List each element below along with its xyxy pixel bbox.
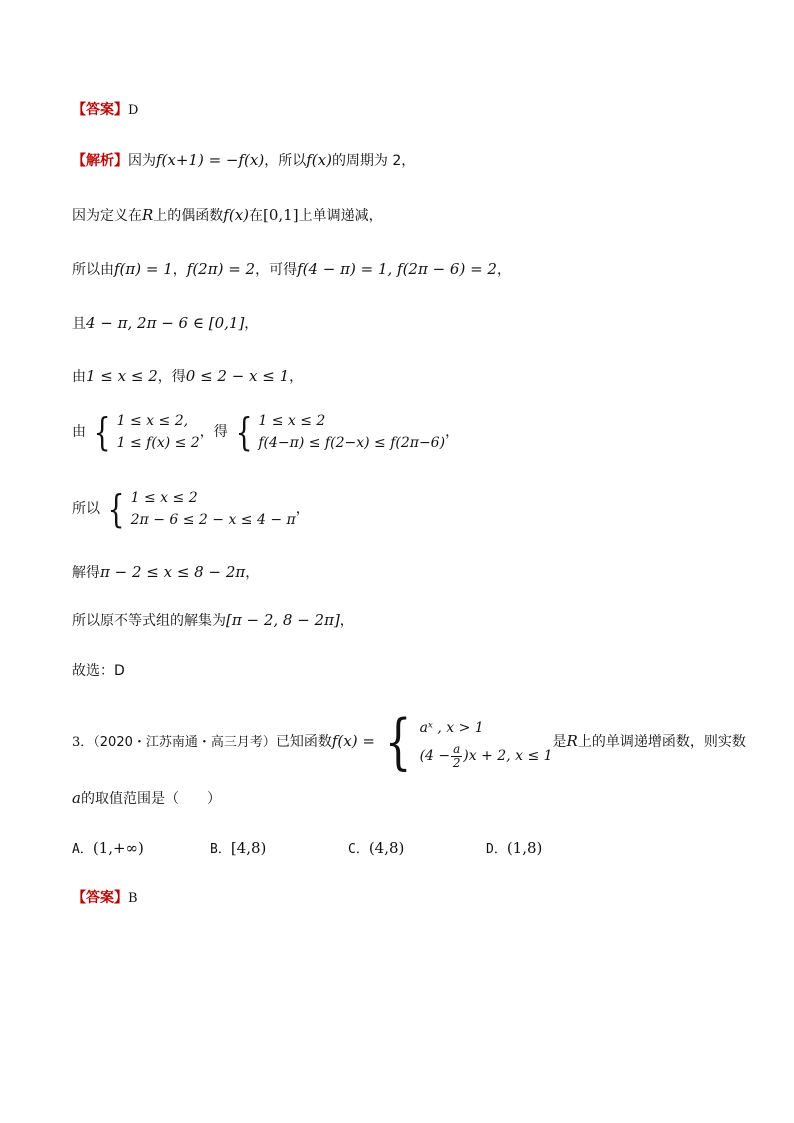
option-label: B． <box>210 842 231 857</box>
formula: 4 − π, 2π − 6 ∈ [0,1] <box>86 314 245 332</box>
text: ， <box>496 262 511 278</box>
text: 因为定义在 <box>72 208 142 224</box>
answer-tag: 【答案】 <box>72 102 128 118</box>
formula: f(x) = <box>331 732 375 750</box>
answer-line <box>72 100 138 121</box>
question-3-stem-continued <box>72 788 221 809</box>
brace-icon: { <box>108 487 126 531</box>
system-row: 1 ≤ f(x) ≤ 2 <box>116 435 200 451</box>
option-c <box>348 838 404 860</box>
text: 是 <box>552 734 567 750</box>
text: ， <box>289 369 304 385</box>
text: 在 <box>249 208 264 224</box>
formula: )x + 2, x ≤ 1 <box>463 748 553 764</box>
analysis-line-2 <box>72 205 383 226</box>
formula: (4 − <box>419 748 451 764</box>
text: 已知函数 <box>275 734 332 750</box>
question-source: （2020・江苏南通・高三月考） <box>93 735 276 750</box>
system-row: 1 ≤ x ≤ 2, <box>116 413 189 429</box>
text: ， <box>445 424 460 440</box>
formula: 1 ≤ x ≤ 2 <box>86 367 158 385</box>
answer-value: D <box>128 103 139 118</box>
text: ，得 <box>157 369 186 385</box>
answer-tag: 【答案】 <box>72 890 128 906</box>
text: ， <box>245 565 260 581</box>
text: ，所以 <box>264 153 307 169</box>
option-label: D． <box>486 842 507 857</box>
text: 所以 <box>72 501 100 517</box>
analysis-line-7 <box>72 487 310 531</box>
text: 上的偶函数 <box>153 208 224 224</box>
formula: π − 2 ≤ x ≤ 8 − 2π <box>100 563 246 581</box>
formula: f(x) <box>223 206 250 224</box>
formula: [π − 2, 8 − 2π] <box>226 611 340 629</box>
formula: R <box>142 206 154 224</box>
option-b <box>210 838 266 860</box>
analysis-line-6 <box>72 410 459 454</box>
equation-system <box>104 487 295 531</box>
option-label: C． <box>348 842 369 857</box>
text: 的取值范围是（ ） <box>80 791 221 807</box>
text: 上单调递减， <box>298 208 383 224</box>
text: 所以由 <box>72 262 114 278</box>
option-d <box>486 838 542 860</box>
text: 且 <box>72 316 86 332</box>
fraction-denominator: 2 <box>452 755 461 770</box>
formula: 0 ≤ 2 − x ≤ 1 <box>185 367 290 385</box>
text: ，得 <box>199 424 228 440</box>
text: 上的单调递增函数，则实数 <box>577 734 746 750</box>
option-a <box>72 838 144 860</box>
option-label: A． <box>72 842 93 857</box>
piecewise-case <box>420 742 553 770</box>
text: 解得 <box>72 565 100 581</box>
brace-icon: { <box>94 410 112 454</box>
text: 所以原不等式组的解集为 <box>72 613 226 629</box>
formula: f(4 − π) = 1, f(2π − 6) = 2 <box>297 260 497 278</box>
analysis-line-3 <box>72 259 511 280</box>
option-value: [4,8) <box>230 839 267 857</box>
text: 因为 <box>128 153 156 169</box>
text: 由 <box>72 424 86 440</box>
text: ， <box>295 501 310 517</box>
text: 故选：D <box>72 663 125 679</box>
system-row: 1 ≤ x ≤ 2 <box>130 490 198 506</box>
system-row: 2π − 6 ≤ 2 − x ≤ 4 − π <box>130 512 296 528</box>
text: 的周期为 2， <box>331 153 416 169</box>
brace-icon: { <box>235 410 253 454</box>
piecewise-case: aˣ , x > 1 <box>419 720 484 736</box>
piecewise-function <box>379 707 553 777</box>
analysis-line-10 <box>72 661 125 681</box>
fraction <box>451 743 462 770</box>
text: ， <box>172 262 187 278</box>
text: ， <box>244 316 259 332</box>
formula: a <box>72 789 81 807</box>
analysis-line-5 <box>72 366 303 387</box>
equation-system <box>232 410 445 454</box>
formula: [0,1] <box>263 206 299 224</box>
formula: f(x) <box>306 151 332 169</box>
system-row: 1 ≤ x ≤ 2 <box>258 413 326 429</box>
analysis-line-1 <box>72 150 415 171</box>
system-row: f(4−π) ≤ f(2−x) ≤ f(2π−6) <box>258 435 446 451</box>
analysis-line-9 <box>72 610 354 631</box>
question-number: 3． <box>72 735 94 750</box>
answer-value: B <box>128 891 138 906</box>
text: ，可得 <box>255 262 298 278</box>
option-value: (1,+∞) <box>92 839 144 857</box>
option-value: (4,8) <box>368 839 405 857</box>
option-value: (1,8) <box>506 839 543 857</box>
analysis-line-4 <box>72 313 258 334</box>
formula: R <box>566 732 578 750</box>
text: ， <box>339 613 354 629</box>
equation-system <box>90 410 199 454</box>
answer-line-3 <box>72 888 138 909</box>
text: 由 <box>72 369 86 385</box>
formula: f(2π) = 2 <box>186 260 256 278</box>
formula: f(π) = 1 <box>114 260 173 278</box>
question-3-stem <box>72 707 746 777</box>
brace-icon: { <box>385 707 412 777</box>
analysis-line-8 <box>72 562 259 583</box>
analysis-tag: 【解析】 <box>72 153 128 169</box>
formula: f(x+1) = −f(x) <box>156 151 265 169</box>
fraction-numerator: a <box>453 741 461 756</box>
